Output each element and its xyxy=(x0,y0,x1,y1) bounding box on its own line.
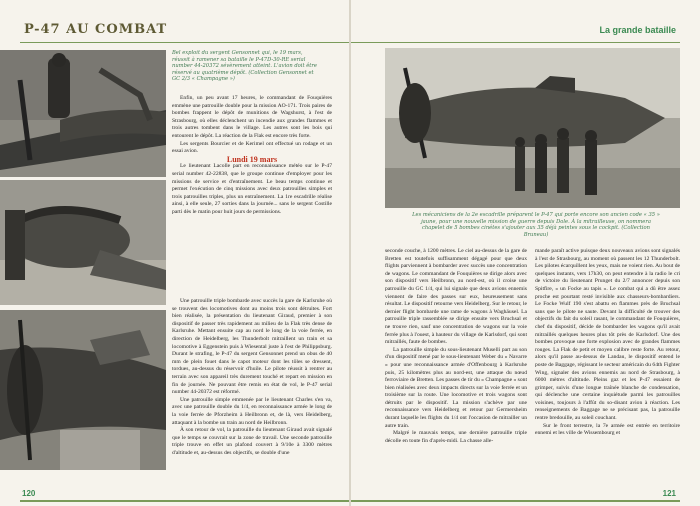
right-text-col2 xyxy=(535,248,680,482)
date-heading: Lundi 19 mars xyxy=(226,154,278,164)
photo-aircraft-nose xyxy=(0,310,166,470)
paragraph: Une patrouille triple bombarde avec succès la gare de Karlsruhe où se trouvent des locomotives dont au moins trois sont détruites. Fort bien réalisée, la présentation du lieutenant Giraud, premier à son dispositif de passer très rapidement au milieu de la Flak très dense de Karlsruhe. Mettant ensuite cap au nord le long de la voie ferrée, en direction de Heidelberg, les Thunderbolt mitraillent un train et sa locomotive à Eggenstein puis à Wiesental juste à l'est de Philippsburg. Durant le strafing, le P-47 du sergent Gensonnet prend un obus de 40 mm de plein fouet dans le capot moteur dont les tôles se dressent, tordues, au-dessus du réservoir d'huile. Le pilote réussit à rentrer au terrain avec son appareil très durement touché et repart en mission en fin de journée. Ne pouvant être remis en état de vol, le P-47 serial number 44-20372 est réformé. xyxy=(172,298,332,396)
paragraph: Les sergents Bourcier et de Kerimel ont effectué un rodage et un essai avion. xyxy=(172,140,332,155)
right-header xyxy=(351,20,680,43)
right-page xyxy=(351,0,700,506)
paragraph: La patrouille simple du sous-lieutenant Muselli part au son d'un dispositif mené par le sous-lieutenant Weber du « Navarre » pour une reconnaissance armée d'Offenbourg à Karlsruhe puis, 25 kilomètres plus au nord-est, une attaque du nœud ferroviaire de Bretten. Les passes de tir du « Champagne » sont bien réalisées avec deux impacts directs sur la voie ferrée et un troisième sur la route. Une locomotive et trois wagons sont détruits par le dispositif. La mission s'achève par une reconnaissance vers Heidelberg et retour par Germersheim durant laquelle les flights du 1/4 ont l'occasion de mitrailler un autre train. xyxy=(385,346,527,429)
left-header xyxy=(20,20,349,43)
paragraph: seconde couche, à 1200 mètres. Le ciel au-dessus de la gare de Bretten est toutefois suffisamment dégagé pour que deux flights parviennent à bombarder avec succès une concentration de wagons. Le commandant de Fouquières se dirige alors avec son dispositif vers Heilbronn, au nord-est, où il croise une patrouille du GC 1/4, qui lui signale que deux avions ennemis viennent de faire des passes sur eux, heureusement sans résultat. Le dispositif retourne vers Heidelberg. Sur le retour, le dernier flight bombarde une rame de wagons à Waghäusel. La patrouille triple rassemblée se dirige ensuite vers Bruchsal et ne trouve rien, sauf une concentration de wagons sur la voie ferrée plus à l'ouest, à hauteur du village de Karlsdorf, qui sont mitraillés, faute de bombes. xyxy=(385,248,527,346)
photo-damaged-cowling xyxy=(0,180,166,305)
caption-top-left: Bel exploit du sergent Gensonnet qui, le 19 mars, réussit à ramener sa bataille le P-47D-30-RE serial number 44-20372 sévèrement atteint. L'avion doit être réservé au quatrième dépôt. (Collection Gensonnet et GC 2/3 « Champagne ») xyxy=(172,50,317,82)
paragraph: Malgré le mauvais temps, une dernière patrouille triple décolle en toute fin d'après-midi. La chasse alle- xyxy=(385,430,527,444)
paragraph: À son retour de vol, la patrouille du lieutenant Giraud avait signalé que le temps se couvrait sur la zone de travail. Une seconde patrouille triple trouve en effet un plafond couvert à 9/10e à 3300 mètres d'altitude et, au-dessus des objectifs, se double d'une xyxy=(172,427,332,456)
section-title: La grande bataille xyxy=(599,25,676,35)
paragraph: Enfin, un peu avant 17 heures, le commandant de Fouquières emmène une patrouille double pour la mission AO-171. Trois paires de bombes frappent le dépôt de munitions de Wagshurst, à l'est de Strasbourg, où elles déclenchent un incendie aux grandes flammes et trois autres tombent dans le village. Les autres sont les bois qui entourent le dépôt. La réaction de la Flak est encore très forte. xyxy=(172,95,332,139)
page-number-left: 120 xyxy=(22,489,36,498)
header-title: P-47 AU COMBAT xyxy=(24,22,168,37)
footer-rule xyxy=(351,500,680,502)
paragraph: Une patrouille simple emmenée par le lieutenant Charles s'en va, avec une patrouille double du 1/4, en reconnaissance armée le long de la voie ferrée de Pforzheim à Heilbronn et, de là, vers Heidelberg, attaquant à la bombe un train au nord de Heilbronn. xyxy=(172,396,332,426)
page-number-right: 121 xyxy=(662,489,676,498)
left-text-main xyxy=(172,298,332,478)
left-text-intro xyxy=(172,95,332,295)
photo-mechanics-aircraft xyxy=(385,48,680,208)
left-page xyxy=(0,0,349,506)
right-text-col1 xyxy=(385,248,527,482)
photo-pilot-aircraft xyxy=(0,50,166,177)
caption-right-photo: Les mécaniciens de la 2e escadrille préparent le P-47 qui porte encore son ancien code « 35 » jaune, pour une nouvelle mission de guerre depuis Dole. À la mitrailleuse, on nommera chapelet de 5 bombes cinétes s'ajouter aux 35 déjà peintes sous le cockpit. (Collection Bruneau) xyxy=(412,212,660,238)
footer-rule xyxy=(20,500,349,502)
paragraph: Le lieutenant Lacolle part en reconnaissance météo sur le P-47 serial number 42-22838, que le groupe continue d'employer pour les missions de service et d'entraînement. Le beau temps continue et permet l'exécution de cinq missions avec deux patrouilles simples et trois patrouilles triples, plus un entraînement. La 1re escadrille réalise ainsi, à elle seule, 27 sorties dans la journée... sans le sergent Costille parti dès le matin pour huit jours de permissions. xyxy=(172,163,332,215)
paragraph: mande paraît active puisque deux nouveaux avions sont signalés à l'est de Strasbourg, au moment où passent les 12 Thunderbolt. Les pilotes écarquillent les yeux, mais ne voient rien. Au bout de quelques instants, vers 17h30, on peut entendre à la radio le cri de victoire du lieutenant Prunget du 2/7 annoncer depuis son Spitfire, « un Focke au tapis ». Le combat qui a dû être assez proche est pourtant resté invisible aux chasseurs-bombardiers. Le Focke Wulf 190 s'est abattu en flammes près de Bruchsal sans que le pilote ne saute. Devant la difficulté de trouver des objectifs du fait du soleil rasant, le commandant de Fouquières, chef du dispositif, décide de bombarder les wagons qu'il avait mitraillés quelques heures plus tôt près de Karlsdorf. Une des bombes provoque une forte explosion avec de grandes flammes rouges. La Flak de petit et moyen calibre reste forte. Au retour, alors qu'il passe au-dessus de Landau, le dispositif entend le poste de Baggage, régissant le secteur américain du 64th Fighter Wing, signaler des avions ennemis au nord de Strasbourg, à 6000 mètres d'altitude. Pleins gaz et les P-47 essaient de grimper, suivis d'une longue traînée blanche de condensation, qui déclenche une certaine inquiétude parmi les patrouilles voisines, toujours à l'affût du so-disant avion à réaction. Les renseignements de Baggage ne se précisant pas, la patrouille rentre bredouille, au soleil couchant. xyxy=(535,248,680,422)
paragraph: Sur le front terrestre, la 7e armée est entrée en territoire ennemi et les ville de Wissembourg et xyxy=(535,422,680,437)
